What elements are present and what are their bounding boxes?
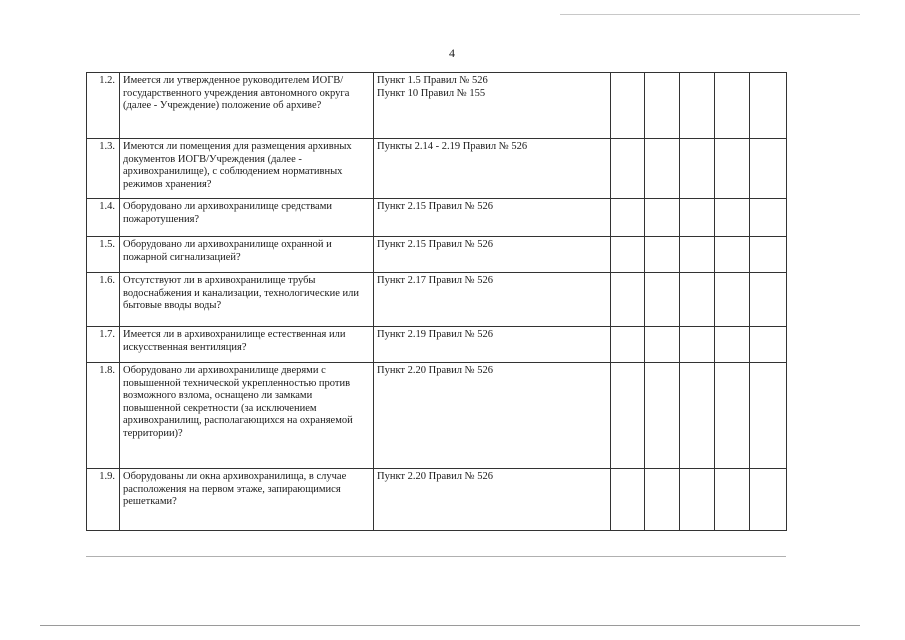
row-question: Имеется ли в архивохранилище естественная или искусственная вентиляция?: [120, 327, 374, 363]
reference-line: Пункты 2.14 - 2.19 Правил № 526: [377, 141, 528, 152]
answer-cell: [750, 139, 787, 199]
row-reference: [374, 273, 611, 327]
table-row: [87, 199, 787, 237]
answer-cell: [611, 363, 645, 469]
answer-cell: [611, 73, 645, 139]
reference-line: Пункт 2.17 Правил № 526: [377, 275, 493, 286]
answer-cell: [715, 363, 750, 469]
row-reference: [374, 73, 611, 139]
row-question: Оборудовано ли архивохранилище дверями с повышенной технической укрепленностью против возможного взлома, оснащено ли замками повышенной секретности (за исключением архивохранилищ, располагающихся на охраняемой территории)?: [120, 363, 374, 469]
reference-line: Пункт 2.19 Правил № 526: [377, 329, 493, 340]
checklist-table: [86, 72, 787, 531]
answer-cell: [645, 469, 680, 531]
answer-cell: [750, 363, 787, 469]
answer-cell: [680, 139, 715, 199]
row-question: Оборудовано ли архивохранилище средствами пожаротушения?: [120, 199, 374, 237]
reference-line: Пункт 2.20 Правил № 526: [377, 471, 493, 482]
row-question: Имеется ли утвержденное руководителем ИОГВ/государственного учреждения автономного округа (далее - Учреждение) положение об архиве?: [120, 73, 374, 139]
row-number: 1.7.: [87, 327, 120, 363]
answer-cell: [750, 273, 787, 327]
scan-artifact-line: [86, 556, 786, 557]
answer-cell: [680, 237, 715, 273]
answer-cell: [680, 327, 715, 363]
row-number: 1.2.: [87, 73, 120, 139]
answer-cell: [715, 73, 750, 139]
row-number: 1.4.: [87, 199, 120, 237]
answer-cell: [750, 327, 787, 363]
table-row: [87, 469, 787, 531]
answer-cell: [680, 273, 715, 327]
answer-cell: [611, 139, 645, 199]
answer-cell: [611, 199, 645, 237]
answer-cell: [645, 237, 680, 273]
reference-line: Пункт 2.15 Правил № 526: [377, 239, 493, 250]
row-number: 1.3.: [87, 139, 120, 199]
row-reference: [374, 237, 611, 273]
answer-cell: [611, 469, 645, 531]
row-reference: [374, 363, 611, 469]
row-reference: [374, 199, 611, 237]
scan-artifact-line: [40, 625, 860, 626]
reference-line: Пункт 2.20 Правил № 526: [377, 365, 493, 376]
answer-cell: [611, 327, 645, 363]
row-question: Оборудованы ли окна архивохранилища, в случае расположения на первом этаже, запирающимися решетками?: [120, 469, 374, 531]
checklist-rows: [87, 73, 787, 531]
table-row: [87, 327, 787, 363]
answer-cell: [715, 139, 750, 199]
reference-line: Пункт 10 Правил № 155: [377, 87, 486, 99]
answer-cell: [645, 327, 680, 363]
answer-cell: [645, 363, 680, 469]
answer-cell: [645, 73, 680, 139]
answer-cell: [715, 199, 750, 237]
answer-cell: [680, 469, 715, 531]
answer-cell: [750, 469, 787, 531]
page-number: 4: [449, 46, 455, 60]
table-row: [87, 237, 787, 273]
answer-cell: [611, 273, 645, 327]
answer-cell: [750, 73, 787, 139]
answer-cell: [715, 327, 750, 363]
table-row: [87, 363, 787, 469]
row-reference: [374, 327, 611, 363]
answer-cell: [680, 73, 715, 139]
row-question: Отсутствуют ли в архивохранилище трубы водоснабжения и канализации, технологические или бытовые вводы воды?: [120, 273, 374, 327]
answer-cell: [715, 237, 750, 273]
row-number: 1.6.: [87, 273, 120, 327]
row-reference: [374, 469, 611, 531]
answer-cell: [645, 139, 680, 199]
answer-cell: [680, 199, 715, 237]
row-reference: [374, 139, 611, 199]
answer-cell: [750, 237, 787, 273]
answer-cell: [645, 273, 680, 327]
row-number: 1.5.: [87, 237, 120, 273]
answer-cell: [750, 199, 787, 237]
reference-line: Пункт 2.15 Правил № 526: [377, 201, 493, 212]
answer-cell: [611, 237, 645, 273]
table-row: [87, 273, 787, 327]
row-question: Имеются ли помещения для размещения архивных документов ИОГВ/Учреждения (далее - архивохранилище), с соблюдением нормативных режимов хранения?: [120, 139, 374, 199]
reference-line: Пункт 1.5 Правил № 526: [377, 75, 488, 86]
table-row: [87, 73, 787, 139]
answer-cell: [715, 273, 750, 327]
answer-cell: [715, 469, 750, 531]
table-row: [87, 139, 787, 199]
answer-cell: [645, 199, 680, 237]
answer-cell: [680, 363, 715, 469]
row-question: Оборудовано ли архивохранилище охранной и пожарной сигнализацией?: [120, 237, 374, 273]
row-number: 1.8.: [87, 363, 120, 469]
row-number: 1.9.: [87, 469, 120, 531]
scan-artifact-line: [560, 14, 860, 15]
